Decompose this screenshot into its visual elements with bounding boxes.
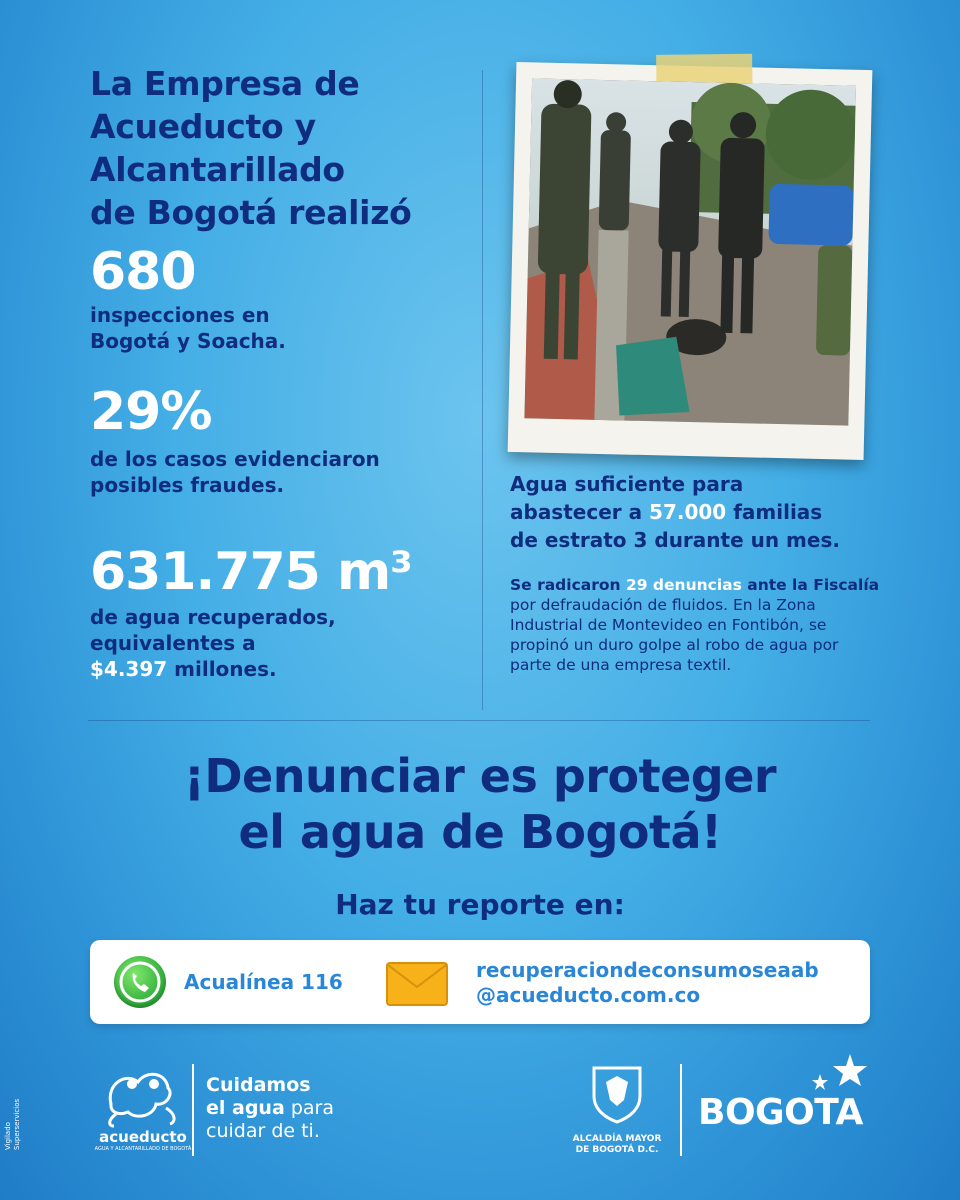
vertical-divider xyxy=(482,70,483,710)
acueducto-wordmark: acueducto xyxy=(99,1128,187,1146)
bogota-coat-of-arms-icon xyxy=(590,1064,644,1124)
vigilado-superservicios-seal: Vigilado Superservicios xyxy=(4,1098,21,1150)
stat-inspections-value: 680 xyxy=(90,242,196,302)
stat-fraud-value: 29% xyxy=(90,382,212,442)
families-statement: Agua suficiente para abastecer a 57.000 familias de estrato 3 durante un mes. xyxy=(510,472,840,552)
call-to-action: ¡Denunciar es proteger el agua de Bogotá! xyxy=(183,749,777,859)
phone-icon xyxy=(114,956,166,1008)
email-link[interactable]: recuperaciondeconsumoseaab @acueducto.com.co xyxy=(476,958,819,1007)
report-title: Haz tu reporte en: xyxy=(335,888,625,921)
acueducto-subtitle: AGUA Y ALCANTARILLADO DE BOGOTÁ xyxy=(94,1146,192,1152)
stat-inspections-desc: inspecciones en Bogotá y Soacha. xyxy=(90,303,286,353)
slogan: Cuidamos el agua para cuidar de ti. xyxy=(206,1074,334,1142)
bogota-wordmark: BOGOTA xyxy=(698,1092,863,1133)
police-photo xyxy=(508,62,873,460)
footer-separator xyxy=(680,1064,682,1156)
envelope-icon xyxy=(386,962,448,1006)
contact-card xyxy=(90,940,870,1024)
headline: La Empresa de Acueducto y Alcantarillado de Bogotá realizó xyxy=(90,64,412,232)
stat-water-value: 631.775 m³ xyxy=(90,542,412,602)
phone-number-link[interactable]: Acualínea 116 xyxy=(184,970,343,994)
footer-separator xyxy=(192,1064,194,1156)
horizontal-divider xyxy=(88,720,870,721)
alcaldia-label: ALCALDÍA MAYOR DE BOGOTÁ D.C. xyxy=(572,1134,662,1155)
stat-fraud-desc: de los casos evidenciaron posibles fraudes. xyxy=(90,447,380,497)
families-highlight: 57.000 xyxy=(649,500,727,524)
stat-water-desc: de agua recuperados, equivalentes a $4.397 millones. xyxy=(90,605,336,681)
complaints-statement: Se radicaron 29 denuncias ante la Fiscalía por defraudación de fluidos. En la Zona Industrial de Montevideo en Fontibón, se propinó un duro golpe al robo de agua por parte de una empresa textil. xyxy=(510,576,880,674)
photo-image xyxy=(524,78,856,425)
complaints-highlight: 29 denuncias xyxy=(625,576,742,594)
money-highlight: $4.397 xyxy=(90,657,168,681)
stars-icon xyxy=(812,1052,870,1094)
